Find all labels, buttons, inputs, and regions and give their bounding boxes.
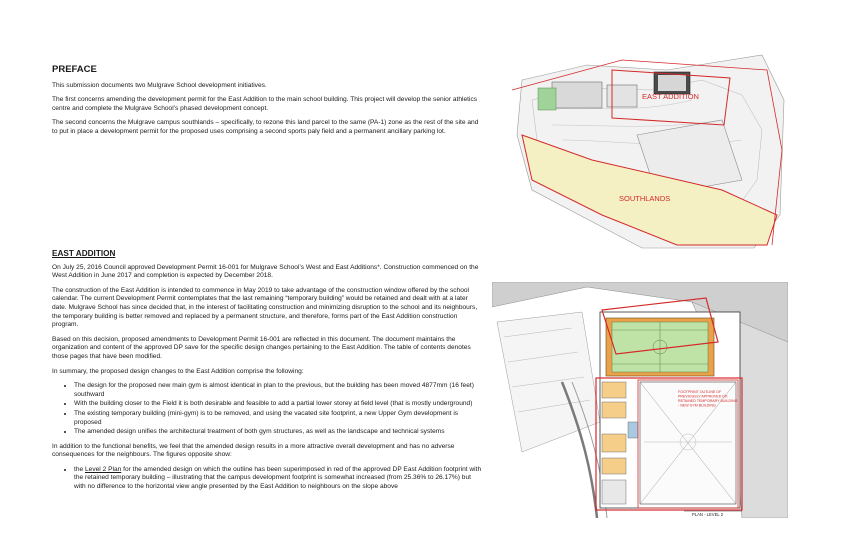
site-plan-figure xyxy=(492,40,788,250)
preface-section xyxy=(52,66,482,143)
east-addition-paragraph-1: On July 25, 2016 Council approved Development Permit 16-001 for Mulgrave School’s West and East Additions*. Construction commenced on the West Addition in June 2017 and completion is expected by December 2018. xyxy=(52,263,479,280)
figures-list xyxy=(52,466,482,492)
list-item: • The amended design unifies the architectural treatment of both gym structures, as well as the landscape and technical systems xyxy=(74,428,482,437)
level-2-plan-reference: Level 2 Plan xyxy=(85,465,122,473)
preface-paragraph-1: This submission documents two Mulgrave School development initiatives. xyxy=(52,81,267,89)
footprint-note-line: PREVIOUSLY APPROVED DP, xyxy=(678,394,728,399)
level-2-plan-drawing xyxy=(492,282,788,518)
plan-level-label: PLAN - LEVEL 2 xyxy=(692,512,724,517)
east-addition-paragraph-4: In summary, the proposed design changes to the East Addition comprise the following: xyxy=(52,367,304,375)
footprint-note-line: - NEW GYM BUILDING xyxy=(678,403,716,408)
level-2-plan-figure xyxy=(492,282,788,518)
east-addition-paragraph-5: In addition to the functional benefits, we feel that the amended design results in a more attractive overall development and has no adverse consequences for the neighbours. The figures opposite show: xyxy=(52,442,455,459)
preface-paragraph-2: The first concerns amending the development permit for the East Addition to the main school building. This project will develop the senior athletics centre and complete the Mulgrave School’s phased development concept. xyxy=(52,96,478,112)
footprint-note-line: FOOTPRINT OUTLINE OF xyxy=(678,390,722,394)
southlands-label: SOUTHLANDS xyxy=(619,194,671,203)
site-plan-drawing xyxy=(492,40,788,250)
list-item: • The existing temporary building (mini-gym) is to be removed, and using the vacated site footprint, a new Upper Gym development is proposed xyxy=(74,410,482,427)
east-addition-label: EAST ADDITION xyxy=(642,92,699,101)
design-changes-list xyxy=(52,382,482,437)
list-item xyxy=(74,466,482,492)
list-item-prefix: the xyxy=(74,465,85,473)
east-addition-paragraph-2: The construction of the East Addition is intended to commence in May 2019 to take advantage of the construction window offered by the school calendar. The current Development Permit contemplates that the last remaining “temporary building” would be retained and dealt with at a later date. Mulgrave School has since decided that, in the interest of facilitating construction and minimizing disruption to the school and its neighbours, the temporary building is better removed and replaced by a permanent structure, and therefore, forms part of the East Addition construction program. xyxy=(52,286,478,329)
preface-heading: PREFACE xyxy=(52,64,97,75)
footprint-note-line: RETAINED TEMPORARY BUILDING xyxy=(678,399,738,403)
east-addition-section xyxy=(52,250,482,498)
list-item: • With the building closer to the Field it is both desirable and feasible to add a partial lower storey at field level (that is mostly underground) xyxy=(74,400,482,409)
east-addition-paragraph-3: Based on this decision, proposed amendments to Development Permit 16-001 are reflected in this document. The document maintains the organization and content of the approved DP save for the specific design changes pertaining to the East Addition. The table of contents denotes those pages that have been modified. xyxy=(52,335,471,360)
preface-paragraph-3: The second concerns the Mulgrave campus southlands – specifically, to rezone this land parcel to the same (PA-1) zone as the rest of the site and to put in place a development permit for the proposed uses comprising a second sports paly field and a permanent ancillary parking lot. xyxy=(52,119,479,135)
list-item: • The design for the proposed new main gym is almost identical in plan to the previous, but the building has been moved 4877mm (16 feet) southward xyxy=(74,382,482,399)
east-addition-heading: EAST ADDITION xyxy=(52,249,116,258)
list-item-text: for the amended design on which the outline has been superimposed in red of the approved DP East Addition footprint with the retained temporary building – illustrating that the campus development footprint is somewhat increased (from 25.36% to 26.17%) but with no difference to the horizontal view angle presented by the East Addition to neighbours on the slope above xyxy=(74,465,482,491)
